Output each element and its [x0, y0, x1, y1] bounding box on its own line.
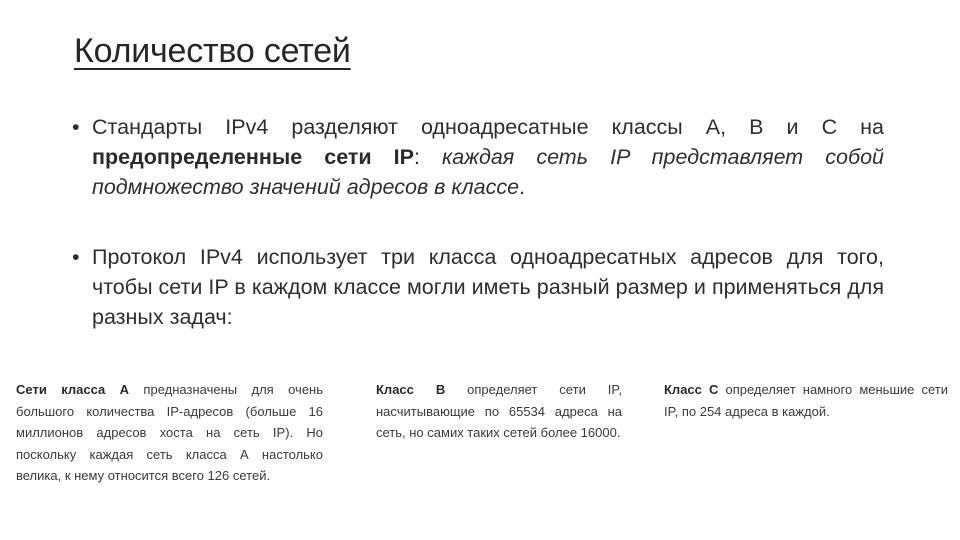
class-c-description	[664, 379, 948, 422]
bullet-text: Стандарты IPv4 разделяют одноадресатные классы A, B и C на	[92, 115, 884, 139]
class-b-text: определяет сети IP, насчитывающие по 65534 адреса на сеть, но самих таких сетей более 16000.	[376, 382, 622, 440]
bullet-item-standards	[72, 112, 884, 202]
class-c-heading: Класс С	[664, 382, 719, 397]
class-a-text: предназначены для очень большого количества IP-адресов (больше 16 миллионов адресов хоста на сеть IP). Но поскольку каждая сеть класса А настолько велика, к нему относится всего 126 сетей.	[16, 382, 324, 483]
bullet-item-protocol	[72, 242, 884, 332]
class-b-heading: Класс В	[376, 382, 446, 397]
bullet-text: Протокол IPv4 использует три класса одноадресатных адресов для того, чтобы сети IP в каждом классе могли иметь разный размер и применяться для разных задач:	[92, 245, 884, 329]
class-a-description	[16, 379, 323, 487]
bullet-bold-text: предопределенные сети IP	[92, 145, 414, 169]
class-a-heading: Сети класса А	[16, 382, 130, 397]
class-b-description	[376, 379, 622, 444]
bullet-marker: •	[72, 115, 80, 139]
bullet-italic-text: каждая сеть IP представляет собой подмножество значений адресов в классе	[92, 145, 884, 199]
bullet-list	[72, 112, 884, 332]
class-c-text: определяет намного меньшие сети IP, по 254 адреса в каждой.	[664, 382, 948, 419]
slide-title: Количество сетей	[74, 32, 351, 70]
bullet-marker: •	[72, 245, 80, 269]
bullet-text: :	[414, 145, 443, 169]
bullet-text: .	[519, 175, 526, 199]
